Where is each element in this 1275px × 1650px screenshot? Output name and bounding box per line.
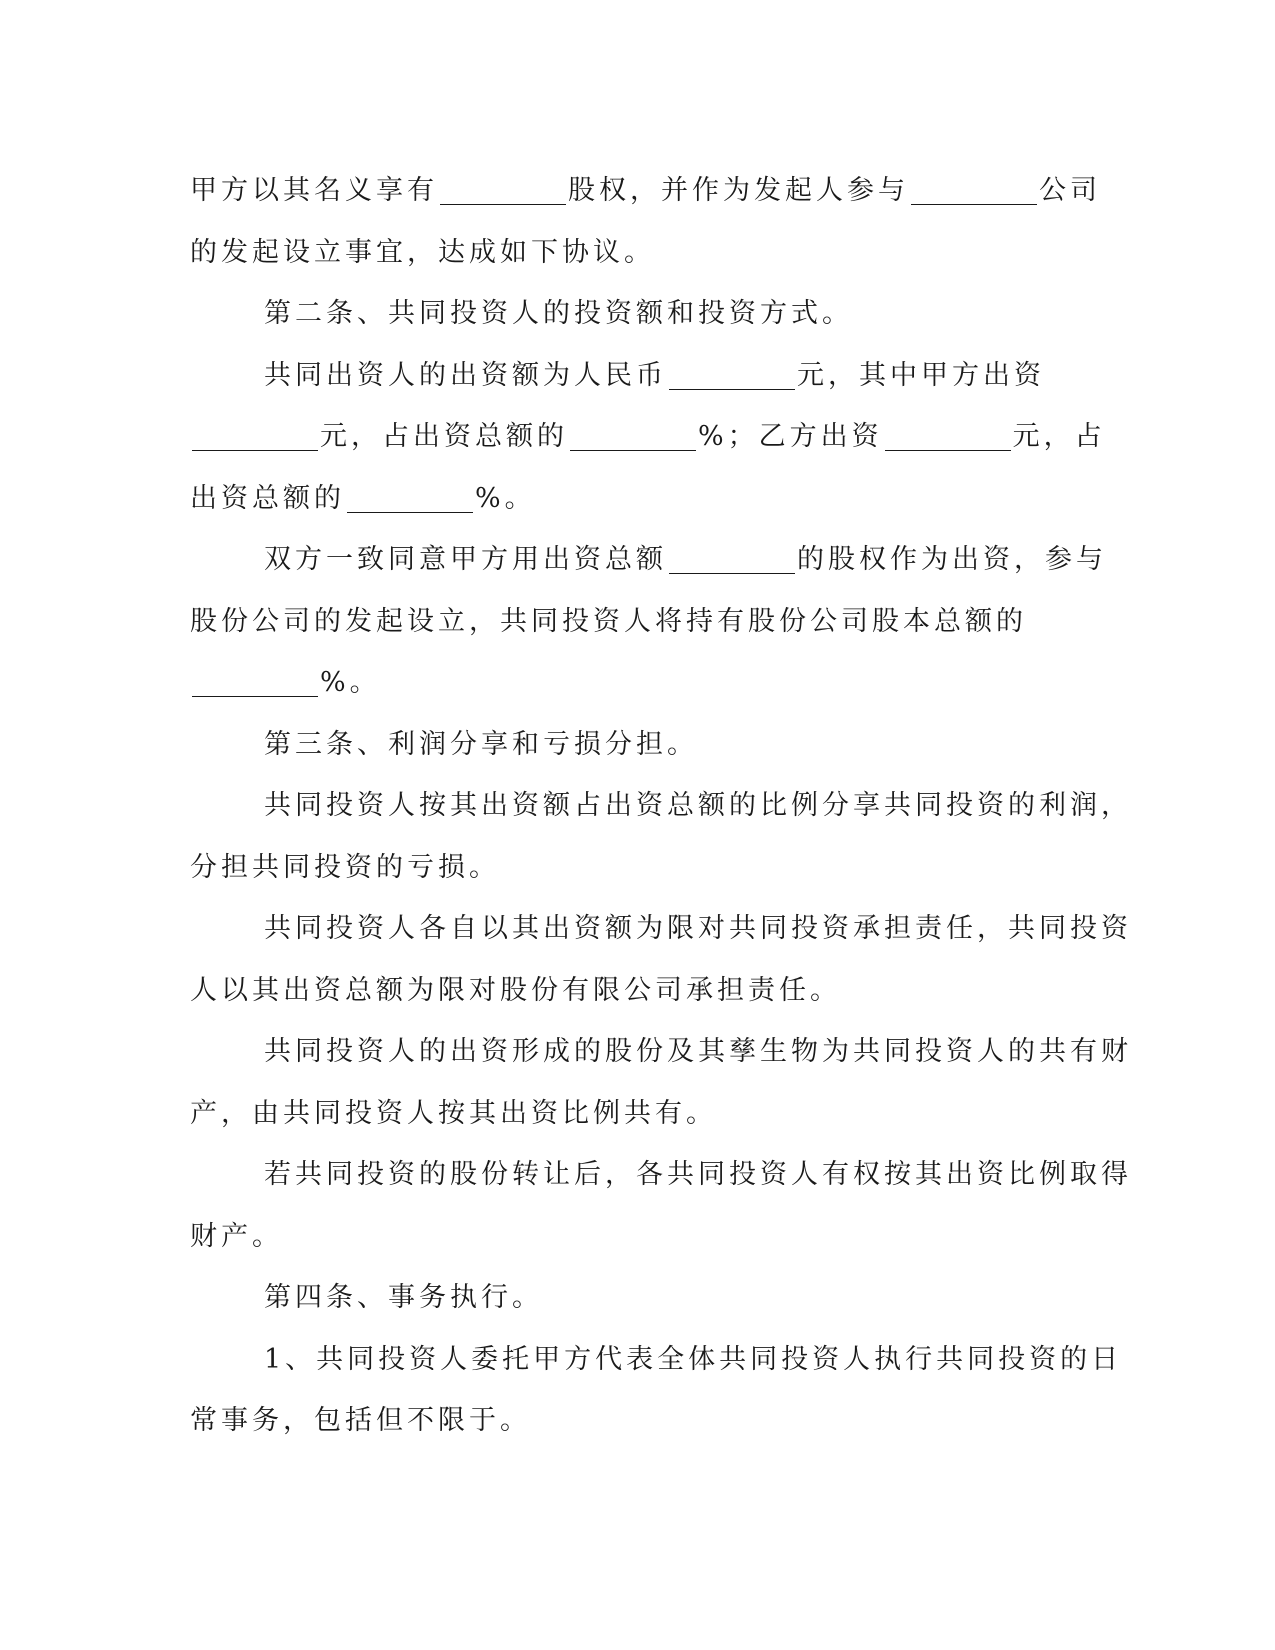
text-line (190, 1390, 1090, 1452)
text-segment: 第三条、利润分享和亏损分担。 (264, 728, 698, 760)
text-segment: 人以其出资总额为限对股份有限公司承担责任。 (190, 974, 841, 1006)
text-line (190, 529, 1107, 591)
text-segment: 的股权作为出资，参与 (797, 544, 1107, 575)
text-line (190, 898, 1132, 960)
fill-in-blank[interactable] (669, 359, 795, 390)
fill-in-blank[interactable] (192, 420, 318, 451)
text-segment: 元，占出资总额的 (320, 421, 568, 452)
fill-in-blank[interactable] (440, 174, 566, 205)
fill-in-blank[interactable] (669, 543, 795, 574)
text-line (190, 960, 1090, 1022)
text-segment: 第二条、共同投资人的投资额和投资方式。 (264, 298, 853, 329)
text-segment: 产，由共同投资人按其出资比例共有。 (190, 1097, 717, 1129)
text-line (190, 1267, 1090, 1329)
text-segment: 若共同投资的股份转让后，各共同投资人有权按其出资比例取得 (264, 1159, 1132, 1190)
text-segment: 共同出资人的出资额为人民币 (264, 359, 667, 391)
text-segment: 公司 (1039, 175, 1101, 206)
text-segment: 1、共同投资人委托甲方代表全体共同投资人执行共同投资的日 (264, 1343, 1123, 1375)
text-segment: 共同投资人的出资形成的股份及其孳生物为共同投资人的共有财 (264, 1036, 1132, 1067)
text-line (190, 468, 1090, 530)
fill-in-blank[interactable] (570, 420, 696, 451)
text-segment: 股份公司的发起设立，共同投资人将持有股份公司股本总额的 (190, 605, 1027, 637)
text-segment: %。 (475, 482, 536, 514)
text-segment: %；乙方出资 (698, 421, 883, 452)
text-line (190, 1083, 1090, 1145)
text-line (190, 714, 1090, 776)
text-segment: 财产。 (190, 1220, 283, 1252)
text-line (190, 1206, 1090, 1268)
text-segment: 常事务，包括但不限于。 (190, 1405, 531, 1436)
text-segment: 第四条、事务执行。 (264, 1282, 543, 1313)
fill-in-blank[interactable] (347, 482, 473, 513)
text-line (190, 222, 1090, 284)
text-segment: 元，占 (1012, 421, 1106, 452)
fill-in-blank[interactable] (192, 666, 318, 697)
text-line (190, 283, 1090, 345)
text-segment: %。 (320, 667, 381, 698)
text-line (190, 1021, 1132, 1083)
text-segment: 分担共同投资的亏损。 (190, 851, 500, 883)
text-segment: 股权，并作为发起人参与 (568, 175, 909, 206)
text-line (190, 591, 1090, 653)
text-segment: 出资总额的 (190, 482, 345, 514)
document-body (190, 160, 1132, 1452)
fill-in-blank[interactable] (885, 420, 1011, 451)
text-segment: 甲方以其名义享有 (190, 175, 438, 206)
text-segment: 共同投资人按其出资额占出资总额的比例分享共同投资的利润， (264, 790, 1132, 821)
text-segment: 的发起设立事宜，达成如下协议。 (190, 236, 655, 268)
text-segment: 共同投资人各自以其出资额为限对共同投资承担责任，共同投资 (264, 913, 1132, 944)
text-line (190, 837, 1090, 899)
text-line (190, 345, 1090, 407)
text-line (190, 775, 1132, 837)
fill-in-blank[interactable] (911, 174, 1037, 205)
text-line (190, 1144, 1132, 1206)
text-line (190, 652, 1090, 714)
text-segment: 双方一致同意甲方用出资总额 (264, 544, 667, 575)
text-segment: 元，其中甲方出资 (797, 359, 1045, 391)
text-line (190, 160, 1101, 222)
text-line (190, 406, 1106, 468)
text-line (190, 1329, 1123, 1391)
